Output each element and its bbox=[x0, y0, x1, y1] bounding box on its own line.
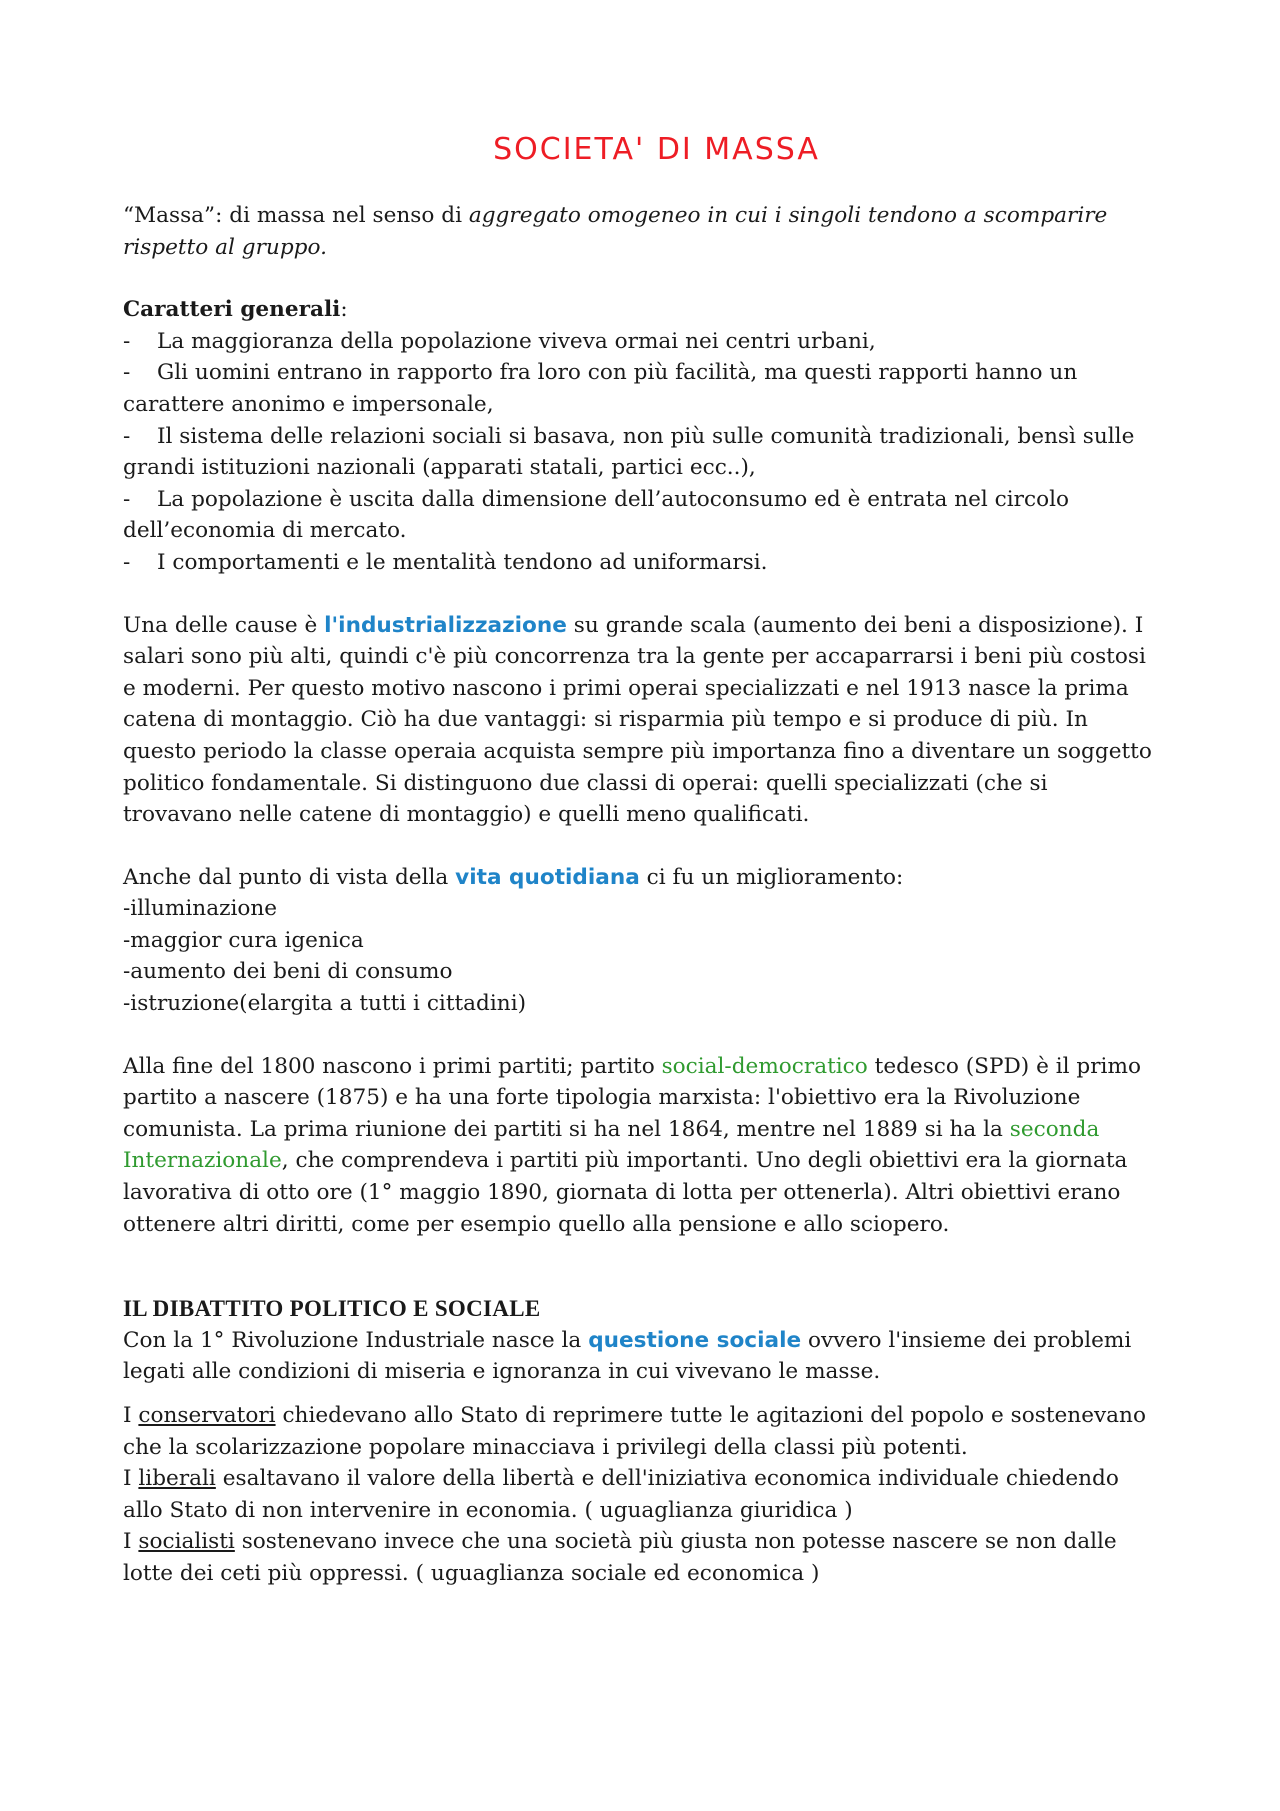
socialisti-paragraph: I socialisti sostenevano invece che una società più giusta non potesse nascere se non dalle lotte dei ceti più oppressi. ( uguaglianza sociale ed economica ) bbox=[123, 1529, 1117, 1586]
keyword-questione-sociale: questione sociale bbox=[588, 1327, 802, 1353]
liberali-paragraph: I liberali esaltavano il valore della libertà e dell'iniziativa economica individuale chiedendo allo Stato di non intervenire in economia. ( uguaglianza giuridica ) bbox=[123, 1466, 1119, 1523]
term-socialisti: socialisti bbox=[138, 1529, 235, 1555]
keyword-vita-quotidiana: vita quotidiana bbox=[455, 864, 640, 890]
vita-paragraph: Anche dal punto di vista della vita quotidiana ci fu un miglioramento: bbox=[123, 864, 904, 890]
intro-text: “Massa”: di massa nel senso di bbox=[123, 203, 469, 228]
page-title: SOCIETA' DI MASSA bbox=[493, 132, 820, 167]
vita-list bbox=[123, 893, 1160, 1019]
list-item: - Gli uomini entrano in rapporto fra loro con più facilità, ma questi rapporti hanno un carattere anonimo e impersonale, bbox=[123, 360, 1078, 417]
intro-paragraph bbox=[123, 200, 1160, 263]
list-item: - La maggioranza della popolazione viveva ormai nei centri urbani, bbox=[123, 328, 876, 354]
conservatori-paragraph: I conservatori chiedevano allo Stato di reprimere tutte le agitazioni del popolo e sostenevano che la scolarizzazione popolare minacciava i privilegi della classi più potenti. bbox=[123, 1403, 1146, 1460]
list-item: -aumento dei beni di consumo bbox=[123, 959, 453, 985]
term-conservatori: conservatori bbox=[138, 1403, 276, 1428]
list-item: -istruzione(elargita a tutti i cittadini) bbox=[123, 991, 527, 1017]
keyword-industrializzazione: l'industrializzazione bbox=[324, 612, 567, 638]
caratteri-heading: Caratteri generali bbox=[123, 297, 341, 323]
intro-definition: aggregato omogeneo in cui i singoli tendono a scomparire rispetto al gruppo. bbox=[123, 203, 1108, 260]
list-item: - Il sistema delle relazioni sociali si basava, non più sulle comunità tradizionali, bensì sulle grandi istituzioni nazionali (apparati statali, partici ecc..), bbox=[123, 423, 1135, 481]
keyword-seconda-internazionale: seconda Internazionale bbox=[123, 1116, 1100, 1174]
caratteri-heading-line bbox=[123, 294, 1160, 326]
list-item: - La popolazione è uscita dalla dimensione dell’autoconsumo ed è entrata nel circolo dell’economia di mercato. bbox=[123, 486, 1069, 544]
dibattito-heading: IL DIBATTITO POLITICO E SOCIALE bbox=[123, 1296, 541, 1322]
cause-paragraph: Una delle cause è l'industrializzazione su grande scala (aumento dei beni a disposizione). I salari sono più alti, quindi c'è più concorrenza tra la gente per accaparrarsi i beni più costosi e moderni. Per questo motivo nascono i primi operai specializzati e nel 1913 nasce la prima catena di montaggio. Ciò ha due vantaggi: si risparmia più tempo e si produce di più. In questo periodo la classe operaia acquista sempre più importanza fino a diventare un soggetto politico fondamentale. Si distinguono due classi di operai: quelli specializzati (che si trovavano nelle catene di montaggio) e quelli meno qualificati. bbox=[123, 612, 1152, 828]
caratteri-colon: : bbox=[340, 297, 348, 323]
term-liberali: liberali bbox=[138, 1466, 216, 1492]
caratteri-list bbox=[123, 326, 1160, 579]
list-item: -maggior cura igenica bbox=[123, 927, 364, 953]
list-item: -illuminazione bbox=[123, 896, 278, 922]
list-item: - I comportamenti e le mentalità tendono ad uniformarsi. bbox=[123, 549, 768, 575]
partiti-paragraph: Alla fine del 1800 nascono i primi partiti; partito social-democratico tedesco (SPD) è il primo partito a nascere (1875) e ha una forte tipologia marxista: l'obiettivo era la Rivoluzione comunista. La prima riunione dei partiti si ha nel 1864, mentre nel 1889 si ha la seconda Internazionale, che comprendeva i partiti più importanti. Uno degli obiettivi era la giornata lavorativa di otto ore (1° maggio 1890, giornata di lotta per ottenerla). Altri obiettivi erano ottenere altri diritti, come per esempio quello alla pensione e allo sciopero. bbox=[123, 1053, 1141, 1237]
dibattito-paragraph: Con la 1° Rivoluzione Industriale nasce la questione sociale ovvero l'insieme dei problemi legati alle condizioni di miseria e ignoranza in cui vivevano le masse. bbox=[123, 1327, 1132, 1385]
keyword-social-democratico: social-democratico bbox=[661, 1053, 868, 1079]
